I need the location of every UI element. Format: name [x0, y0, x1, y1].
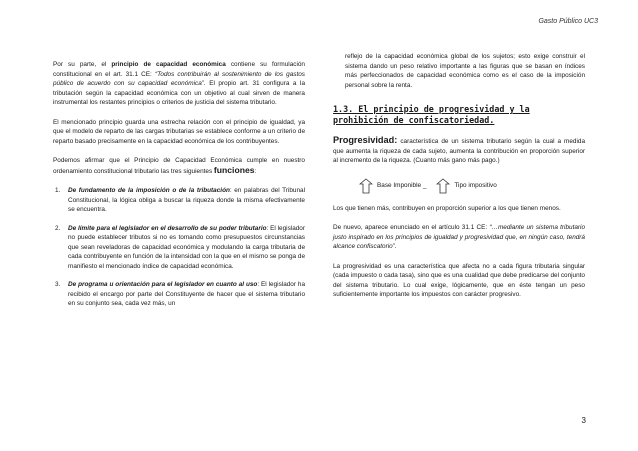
text: Por su parte, el [53, 61, 112, 68]
list-item [53, 186, 305, 215]
quote: “…mediante un sistema tributario justo inspirado en los principios de igualdad y progresividad que, en ningún caso, tendrá alcance confiscatorio”. [333, 224, 585, 250]
paragraph-conjunto: La progresividad es una característica que afecta no a cada figura tributaria singular (cada impuesto o cada tasa), sino que es una cualidad que debe predicarse del conjunto del sistema tributario. Lo cual exige, lógicamente, que en éste tengan un peso suficientemente importante los impuestos con carácter progresivo. [333, 262, 585, 298]
page-number: 3 [581, 416, 586, 425]
list-item-text: : en palabras del Tribunal Constitucional, la lógica obliga a buscar la riqueza donde la misma efectivamente se encuentra. [68, 187, 305, 213]
list-item-title: De límite para el legislador en el desarrollo de su poder tributario [68, 224, 267, 232]
paragraph-funciones [53, 156, 305, 176]
quote: “Todos contribuirán al sostenimiento de los gastos público de acuerdo con su capacidad económica”. [53, 70, 305, 87]
right-column [333, 52, 585, 310]
bold-term: Progresividad: [333, 135, 398, 145]
list-item [53, 224, 305, 272]
section-title: 1.3. El principio de progresividad y la prohibición de confiscatoriedad. [333, 104, 530, 125]
list-item-title: De programa u orientación para el legislador en cuanto al uso [68, 281, 258, 288]
list-number: 2. [55, 224, 61, 232]
list-item-title: De fundamento de la imposición o de la tributación [68, 187, 230, 194]
list-item-text: : El legislador no puede establecer tributos si no es tomando como presupuestos circunstancias que sean reveladoras de capacidad económica y modulando la carga tributaria de cada contribuyente en función de la intensidad con la que en el mismo se ponga de manifiesto el mencionado índice de capacidad económica. [68, 224, 305, 270]
list-item [53, 280, 305, 309]
list-number: 3. [55, 281, 61, 288]
paragraph-igualdad: El mencionado principio guarda una estrecha relación con el principio de igualdad, ya que el modelo de reparto de las cargas tributarias se establece conforme a un criterio de reparto basado precisamente en la capacidad económica de los contribuyentes. [53, 118, 305, 145]
text: contiene su formulación constitucional en el art. 31.1 CE: [53, 61, 305, 78]
up-arrow-icon [359, 178, 373, 194]
list-number: 1. [55, 187, 61, 194]
text: De nuevo, aparece enunciado en el artículo 31.1 CE: [333, 224, 490, 231]
text: El propio art. 31 configura a la tributación según la capacidad económica con un objetivo al cual sirven de manera instrumental los restantes principios o criterios de justicia del sistema tributario. [53, 80, 305, 106]
paragraph-capacidad [53, 60, 305, 108]
bold-term: funciones [213, 164, 255, 175]
list-item-text: : El legislador ha recibido el encargo por parte del Constituyente de hacer que el sistema tributario en su conjunto sea, cada vez más, un [68, 281, 306, 307]
functions-list [53, 186, 305, 309]
up-arrow-icon [436, 178, 450, 194]
paragraph-progresividad [333, 136, 585, 166]
bold-term: principio de capacidad económica [111, 61, 226, 68]
paragraph-articulo [333, 223, 585, 252]
formula-tipo-label: Tipo impositivo [454, 181, 497, 189]
text: característica de un sistema tributario según la cual a medida que aumenta la riqueza de cada sujeto, aumenta la contribución en proporción superior al incremento de la riqueza. (Cuanto más gano más pago.) [333, 138, 585, 164]
left-column [53, 60, 305, 318]
text: Podemos afirmar que el Principio de Capacidad Económica cumple en nuestro ordenamiento constitucional tributario las tres siguientes [53, 157, 305, 175]
page-header: Gasto Público UC3 [538, 18, 598, 25]
continuation-paragraph: reflejo de la capacidad económica global de los sujetos; esto exige construir el sistema dando un peso relativo importante a las figuras que se basan en índices más perfeccionados de capacidad económica como es el caso de la imposición personal sobre la renta. [345, 53, 585, 89]
progressivity-formula [359, 178, 585, 194]
text: : [254, 167, 257, 175]
paragraph-mas: Los que tienen más, contribuyen en proporción superior a los que tienen menos. [333, 204, 561, 212]
formula-base-label: Base Imponible _ [377, 181, 427, 189]
